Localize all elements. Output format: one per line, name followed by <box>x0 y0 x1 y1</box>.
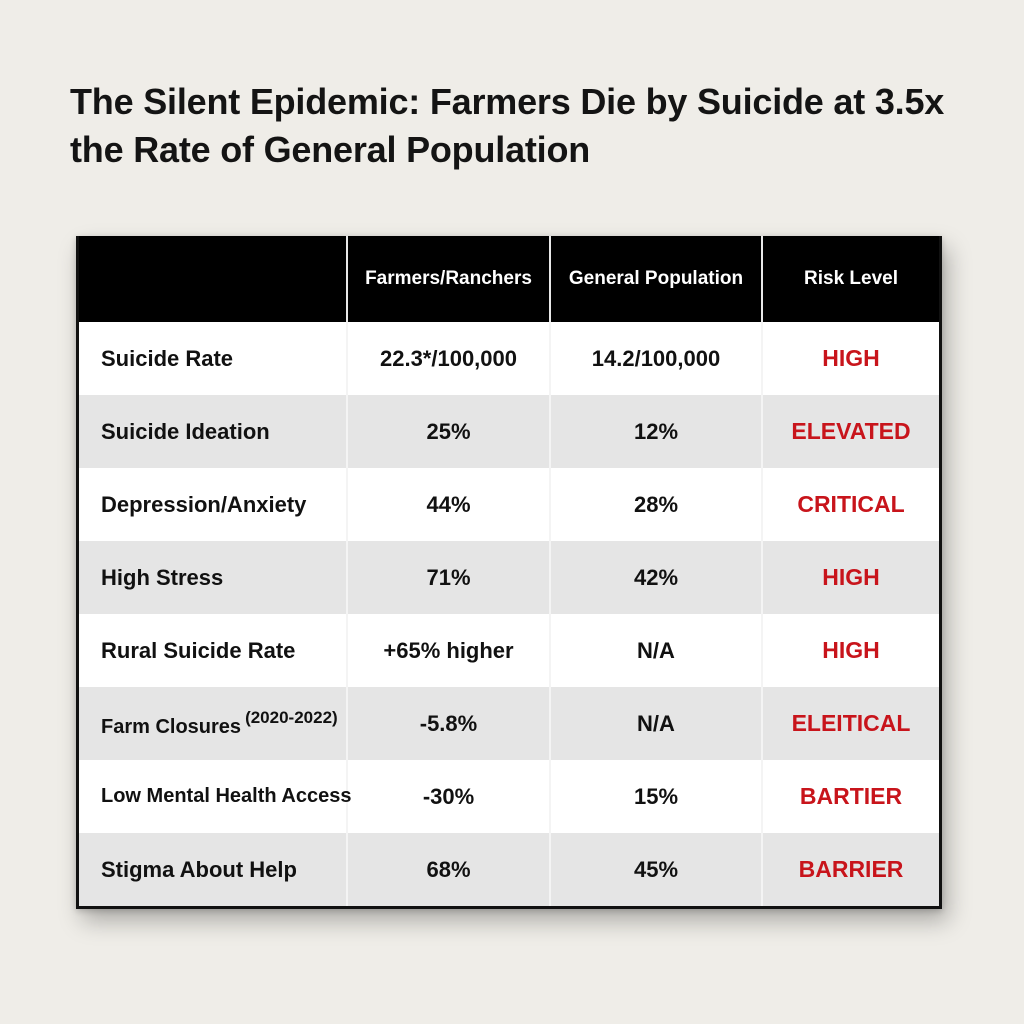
general-value-cell: 12% <box>550 395 762 468</box>
table-row <box>79 760 939 833</box>
metric-label: Depression/Anxiety <box>101 491 307 517</box>
metric-cell <box>79 760 352 833</box>
farmers-value-cell: 22.3*/100,000 <box>347 322 550 395</box>
general-value-cell: N/A <box>550 614 762 687</box>
risk-level-cell: BARRIER <box>762 833 939 906</box>
risk-level-cell: ELEITICAL <box>762 687 939 760</box>
farmers-value-cell: +65% higher <box>347 614 550 687</box>
general-value-cell: 45% <box>550 833 762 906</box>
general-value-cell: N/A <box>550 687 762 760</box>
metric-cell <box>79 541 347 614</box>
table-row <box>79 614 939 687</box>
farmers-value-cell: 71% <box>347 541 550 614</box>
metric-label: Farm Closures <box>101 716 242 738</box>
risk-level-cell: HIGH <box>762 322 939 395</box>
farmers-value-cell: 68% <box>347 833 550 906</box>
metric-cell <box>79 833 347 906</box>
table-row <box>79 687 939 760</box>
risk-level-cell: CRITICAL <box>762 468 939 541</box>
table-row <box>79 541 939 614</box>
metric-label: Stigma About Help <box>101 856 297 882</box>
general-value-cell: 15% <box>550 760 762 833</box>
table-row <box>79 322 939 395</box>
general-value-cell: 28% <box>550 468 762 541</box>
metric-cell <box>79 395 347 468</box>
column-header: General Population <box>550 236 762 322</box>
data-table <box>79 236 939 906</box>
metric-label: High Stress <box>101 564 224 590</box>
column-header: Risk Level <box>762 236 939 322</box>
data-table-container <box>76 236 942 909</box>
chart-title: The Silent Epidemic: Farmers Die by Suicide at 3.5x the Rate of General Population <box>70 81 945 170</box>
metric-label: Rural Suicide Rate <box>101 637 296 663</box>
farmers-value-cell: -30% <box>347 760 550 833</box>
table-row <box>79 468 939 541</box>
farmers-value-cell: 25% <box>347 395 550 468</box>
metric-cell <box>79 468 347 541</box>
table-row <box>79 833 939 906</box>
risk-level-cell: BARTIER <box>762 760 939 833</box>
column-header <box>79 236 347 322</box>
general-value-cell: 14.2/100,000 <box>550 322 762 395</box>
table-header-row <box>79 236 939 322</box>
metric-note: (2020-2022) <box>245 708 338 727</box>
metric-cell <box>79 322 347 395</box>
metric-cell <box>79 687 347 760</box>
metric-label: Suicide Ideation <box>101 418 270 444</box>
farmers-value-cell: 44% <box>347 468 550 541</box>
risk-level-cell: ELEVATED <box>762 395 939 468</box>
metric-label: Low Mental Health Access <box>101 785 352 807</box>
column-header: Farmers/Ranchers <box>347 236 550 322</box>
risk-level-cell: HIGH <box>762 541 939 614</box>
general-value-cell: 42% <box>550 541 762 614</box>
metric-cell <box>79 614 347 687</box>
farmers-value-cell: -5.8% <box>347 687 550 760</box>
metric-label: Suicide Rate <box>101 345 234 371</box>
risk-level-cell: HIGH <box>762 614 939 687</box>
table-row <box>79 395 939 468</box>
